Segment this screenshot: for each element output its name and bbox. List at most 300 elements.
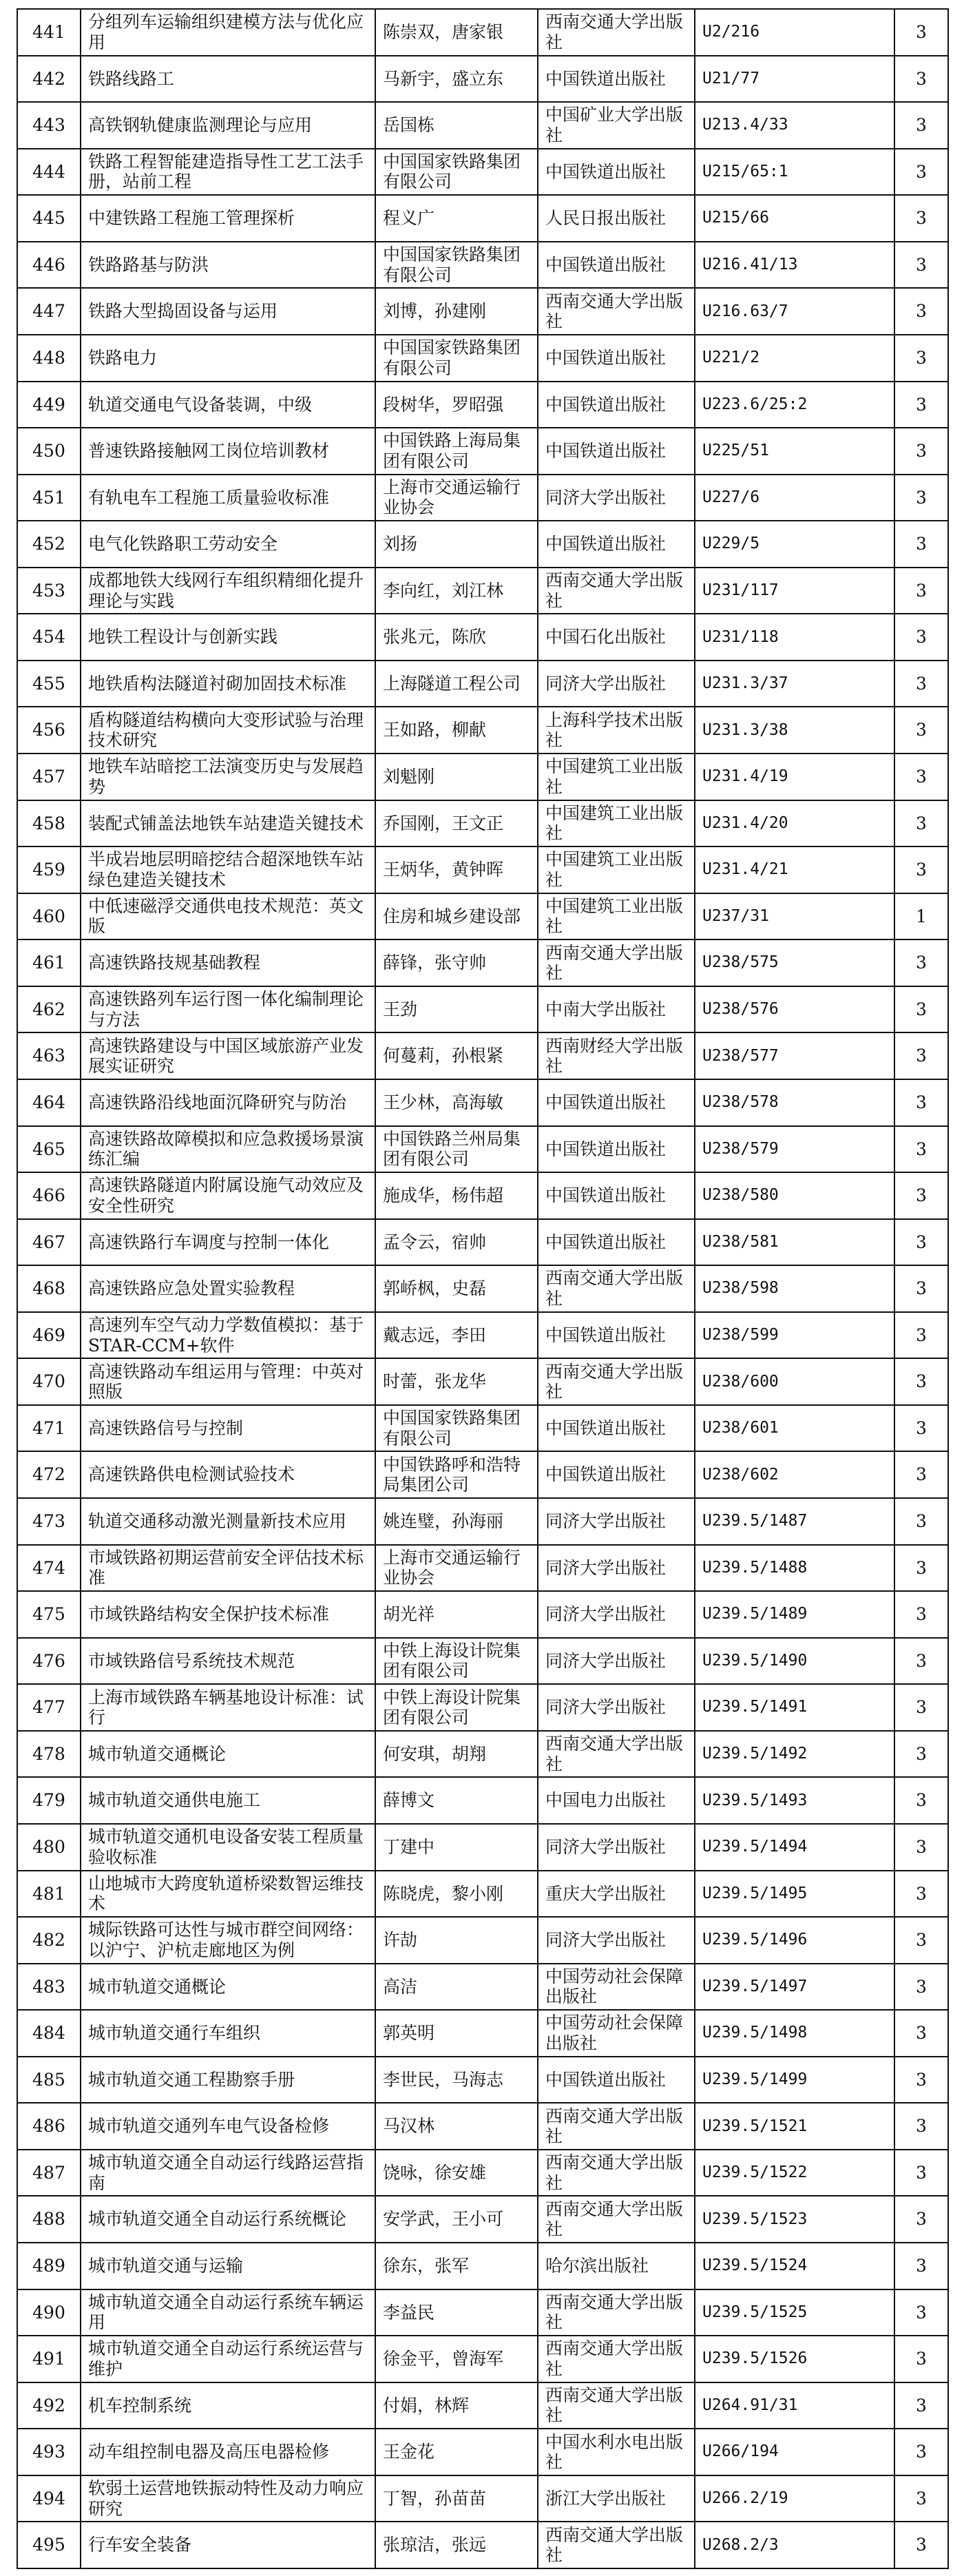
book-title: 高速铁路建设与中国区域旅游产业发展实证研究: [81, 1032, 375, 1079]
call-number: U239.5/1525: [695, 2289, 894, 2336]
copy-count: 3: [894, 1964, 948, 2011]
book-title: 城市轨道交通列车电气设备检修: [81, 2103, 375, 2150]
row-number: 455: [17, 661, 81, 707]
table-row: [17, 893, 948, 940]
table-row: [17, 1871, 948, 1918]
book-title: 城市轨道交通全自动运行线路运营指南: [81, 2150, 375, 2196]
call-number: U239.5/1488: [695, 1545, 894, 1592]
copy-count: 3: [894, 242, 948, 289]
row-number: 482: [17, 1917, 81, 1964]
call-number: U239.5/1526: [695, 2336, 894, 2382]
copy-count: 3: [894, 1777, 948, 1824]
row-number: 474: [17, 1545, 81, 1592]
row-number: 471: [17, 1405, 81, 1452]
call-number: U238/600: [695, 1358, 894, 1405]
book-title: 高速铁路沿线地面沉降研究与防治: [81, 1079, 375, 1126]
copy-count: 3: [894, 1545, 948, 1592]
book-publisher: 中国劳动社会保障出版社: [538, 1964, 695, 2011]
call-number: U229/5: [695, 521, 894, 568]
call-number: U239.5/1523: [695, 2196, 894, 2243]
call-number: U231.4/21: [695, 846, 894, 893]
book-author: 中国铁路兰州局集团有限公司: [375, 1126, 538, 1173]
book-title: 城市轨道交通机电设备安装工程质量验收标准: [81, 1824, 375, 1871]
call-number: U231.3/38: [695, 707, 894, 754]
call-number: U2/216: [695, 9, 894, 56]
book-title: 城市轨道交通行车组织: [81, 2010, 375, 2057]
book-publisher: 西南交通大学出版社: [538, 1731, 695, 1778]
book-publisher: 西南交通大学出版社: [538, 288, 695, 335]
book-author: 何蔓莉，孙根紧: [375, 1032, 538, 1079]
row-number: 480: [17, 1824, 81, 1871]
copy-count: 3: [894, 1591, 948, 1638]
book-publisher: 中国建筑工业出版社: [538, 893, 695, 940]
table-row: [17, 56, 948, 103]
book-title: 城市轨道交通供电施工: [81, 1777, 375, 1824]
book-publisher: 上海科学技术出版社: [538, 707, 695, 754]
book-publisher: 同济大学出版社: [538, 1684, 695, 1731]
table-row: [17, 2382, 948, 2429]
copy-count: 3: [894, 102, 948, 149]
row-number: 444: [17, 149, 81, 196]
book-publisher: 西南交通大学出版社: [538, 568, 695, 614]
call-number: U227/6: [695, 475, 894, 521]
book-publisher: 中国矿业大学出版社: [538, 102, 695, 149]
table-row: [17, 754, 948, 800]
row-number: 464: [17, 1079, 81, 1126]
copy-count: 3: [894, 2196, 948, 2243]
book-publisher: 同济大学出版社: [538, 661, 695, 707]
table-row: [17, 2010, 948, 2057]
book-publisher: 中国电力出版社: [538, 1777, 695, 1824]
copy-count: 3: [894, 2243, 948, 2289]
copy-count: 3: [894, 9, 948, 56]
book-publisher: 中国铁道出版社: [538, 56, 695, 103]
copy-count: 3: [894, 707, 948, 754]
copy-count: 3: [894, 1079, 948, 1126]
table-row: [17, 1126, 948, 1173]
book-title: 城际铁路可达性与城市群空间网络：以沪宁、沪杭走廊地区为例: [81, 1917, 375, 1964]
table-row: [17, 939, 948, 986]
book-title: 铁路线路工: [81, 56, 375, 103]
book-author: 李益民: [375, 2289, 538, 2336]
book-author: 何安琪，胡翔: [375, 1731, 538, 1778]
book-author: 中铁上海设计院集团有限公司: [375, 1638, 538, 1685]
row-number: 490: [17, 2289, 81, 2336]
row-number: 486: [17, 2103, 81, 2150]
book-author: 段树华，罗昭强: [375, 382, 538, 428]
call-number: U213.4/33: [695, 102, 894, 149]
table-row: [17, 2522, 948, 2568]
book-publisher: 中国铁道出版社: [538, 242, 695, 289]
table-row: [17, 1638, 948, 1685]
catalog-rows: [17, 9, 948, 2568]
table-row: [17, 102, 948, 149]
copy-count: 3: [894, 1917, 948, 1964]
copy-count: 3: [894, 149, 948, 196]
copy-count: 3: [894, 1358, 948, 1405]
call-number: U238/579: [695, 1126, 894, 1173]
copy-count: 3: [894, 1684, 948, 1731]
book-author: 饶咏，徐安雄: [375, 2150, 538, 2196]
book-title: 中低速磁浮交通供电技术规范：英文版: [81, 893, 375, 940]
book-publisher: 中南大学出版社: [538, 986, 695, 1033]
copy-count: 3: [894, 1312, 948, 1359]
book-author: 姚连璧，孙海丽: [375, 1498, 538, 1545]
row-number: 460: [17, 893, 81, 940]
book-author: 李世民，马海志: [375, 2057, 538, 2104]
book-publisher: 西南财经大学出版社: [538, 1032, 695, 1079]
book-publisher: 中国铁道出版社: [538, 382, 695, 428]
book-author: 上海隧道工程公司: [375, 661, 538, 707]
table-row: [17, 1172, 948, 1219]
row-number: 477: [17, 1684, 81, 1731]
call-number: U264.91/31: [695, 2382, 894, 2429]
call-number: U238/601: [695, 1405, 894, 1452]
table-row: [17, 614, 948, 661]
book-author: 住房和城乡建设部: [375, 893, 538, 940]
book-author: 中国铁路上海局集团有限公司: [375, 428, 538, 475]
table-row: [17, 428, 948, 475]
table-row: [17, 1545, 948, 1592]
table-row: [17, 242, 948, 289]
book-author: 王劲: [375, 986, 538, 1033]
table-row: [17, 1079, 948, 1126]
book-author: 王金花: [375, 2429, 538, 2475]
call-number: U231.4/19: [695, 754, 894, 800]
copy-count: 3: [894, 288, 948, 335]
book-publisher: 西南交通大学出版社: [538, 9, 695, 56]
table-row: [17, 986, 948, 1033]
call-number: U239.5/1492: [695, 1731, 894, 1778]
table-row: [17, 475, 948, 521]
table-row: [17, 1312, 948, 1359]
copy-count: 3: [894, 754, 948, 800]
book-publisher: 中国铁道出版社: [538, 521, 695, 568]
row-number: 469: [17, 1312, 81, 1359]
row-number: 484: [17, 2010, 81, 2057]
book-author: 李向红，刘江林: [375, 568, 538, 614]
row-number: 494: [17, 2475, 81, 2522]
copy-count: 3: [894, 2429, 948, 2475]
call-number: U238/602: [695, 1451, 894, 1498]
book-publisher: 同济大学出版社: [538, 1824, 695, 1871]
row-number: 468: [17, 1265, 81, 1312]
book-author: 丁建中: [375, 1824, 538, 1871]
book-author: 上海市交通运输行业协会: [375, 1545, 538, 1592]
book-title: 装配式铺盖法地铁车站建造关键技术: [81, 800, 375, 847]
table-row: [17, 1219, 948, 1266]
table-row: [17, 149, 948, 196]
call-number: U239.5/1524: [695, 2243, 894, 2289]
copy-count: 3: [894, 1126, 948, 1173]
table-row: [17, 1498, 948, 1545]
book-author: 上海市交通运输行业协会: [375, 475, 538, 521]
call-number: U238/599: [695, 1312, 894, 1359]
row-number: 495: [17, 2522, 81, 2568]
call-number: U238/580: [695, 1172, 894, 1219]
call-number: U215/65:1: [695, 149, 894, 196]
call-number: U231.3/37: [695, 661, 894, 707]
book-author: 丁智，孙苗苗: [375, 2475, 538, 2522]
row-number: 481: [17, 1871, 81, 1918]
book-title: 市域铁路初期运营前安全评估技术标准: [81, 1545, 375, 1592]
book-publisher: 西南交通大学出版社: [538, 1265, 695, 1312]
copy-count: 3: [894, 521, 948, 568]
copy-count: 3: [894, 2289, 948, 2336]
call-number: U266/194: [695, 2429, 894, 2475]
copy-count: 1: [894, 893, 948, 940]
book-author: 陈晓虎，黎小刚: [375, 1871, 538, 1918]
row-number: 491: [17, 2336, 81, 2382]
book-author: 中国国家铁路集团有限公司: [375, 149, 538, 196]
book-title: 铁路大型捣固设备与运用: [81, 288, 375, 335]
call-number: U239.5/1522: [695, 2150, 894, 2196]
book-title: 普速铁路接触网工岗位培训教材: [81, 428, 375, 475]
book-author: 戴志远，李田: [375, 1312, 538, 1359]
table-row: [17, 2336, 948, 2382]
book-publisher: 中国铁道出版社: [538, 1079, 695, 1126]
book-author: 张兆元，陈欣: [375, 614, 538, 661]
call-number: U231.4/20: [695, 800, 894, 847]
row-number: 473: [17, 1498, 81, 1545]
book-title: 高速铁路隧道内附属设施气动效应及安全性研究: [81, 1172, 375, 1219]
row-number: 453: [17, 568, 81, 614]
call-number: U266.2/19: [695, 2475, 894, 2522]
table-row: [17, 1824, 948, 1871]
table-row: [17, 1451, 948, 1498]
table-row: [17, 2289, 948, 2336]
table-row: [17, 521, 948, 568]
table-row: [17, 382, 948, 428]
copy-count: 3: [894, 2475, 948, 2522]
row-number: 489: [17, 2243, 81, 2289]
book-publisher: 同济大学出版社: [538, 1545, 695, 1592]
table-row: [17, 707, 948, 754]
call-number: U238/598: [695, 1265, 894, 1312]
row-number: 451: [17, 475, 81, 521]
book-author: 刘魁刚: [375, 754, 538, 800]
table-row: [17, 2103, 948, 2150]
book-publisher: 中国铁道出版社: [538, 1126, 695, 1173]
book-title: 电气化铁路职工劳动安全: [81, 521, 375, 568]
book-author: 中铁上海设计院集团有限公司: [375, 1684, 538, 1731]
book-title: 高速铁路技规基础教程: [81, 939, 375, 986]
book-publisher: 人民日报出版社: [538, 195, 695, 242]
book-publisher: 西南交通大学出版社: [538, 2289, 695, 2336]
book-title: 铁路电力: [81, 335, 375, 382]
copy-count: 3: [894, 56, 948, 103]
book-author: 付娟，林辉: [375, 2382, 538, 2429]
table-row: [17, 800, 948, 847]
book-publisher: 浙江大学出版社: [538, 2475, 695, 2522]
copy-count: 3: [894, 568, 948, 614]
book-title: 半成岩地层明暗挖结合超深地铁车站绿色建造关键技术: [81, 846, 375, 893]
row-number: 493: [17, 2429, 81, 2475]
book-author: 施成华，杨伟超: [375, 1172, 538, 1219]
book-publisher: 中国铁道出版社: [538, 1172, 695, 1219]
book-author: 张琼洁，张远: [375, 2522, 538, 2568]
call-number: U239.5/1495: [695, 1871, 894, 1918]
book-title: 高速铁路供电检测试验技术: [81, 1451, 375, 1498]
row-number: 466: [17, 1172, 81, 1219]
call-number: U216.63/7: [695, 288, 894, 335]
book-author: 高洁: [375, 1964, 538, 2011]
table-row: [17, 2196, 948, 2243]
book-publisher: 同济大学出版社: [538, 1917, 695, 1964]
book-author: 薛锋，张守帅: [375, 939, 538, 986]
table-row: [17, 335, 948, 382]
table-row: [17, 1917, 948, 1964]
book-author: 王炳华，黄钟晖: [375, 846, 538, 893]
book-author: 马新宇，盛立东: [375, 56, 538, 103]
book-author: 郭英明: [375, 2010, 538, 2057]
row-number: 475: [17, 1591, 81, 1638]
table-row: [17, 195, 948, 242]
book-author: 郭峤枫，史磊: [375, 1265, 538, 1312]
table-row: [17, 1777, 948, 1824]
book-publisher: 西南交通大学出版社: [538, 2150, 695, 2196]
row-number: 448: [17, 335, 81, 382]
book-author: 薛博文: [375, 1777, 538, 1824]
row-number: 467: [17, 1219, 81, 1266]
row-number: 479: [17, 1777, 81, 1824]
copy-count: 3: [894, 2103, 948, 2150]
call-number: U216.41/13: [695, 242, 894, 289]
table-row: [17, 661, 948, 707]
book-title: 铁路路基与防洪: [81, 242, 375, 289]
table-row: [17, 568, 948, 614]
row-number: 445: [17, 195, 81, 242]
row-number: 462: [17, 986, 81, 1033]
row-number: 472: [17, 1451, 81, 1498]
book-publisher: 重庆大学出版社: [538, 1871, 695, 1918]
table-row: [17, 2150, 948, 2196]
copy-count: 3: [894, 939, 948, 986]
copy-count: 3: [894, 1871, 948, 1918]
book-title: 上海市域铁路车辆基地设计标准：试行: [81, 1684, 375, 1731]
book-title: 中建铁路工程施工管理探析: [81, 195, 375, 242]
book-author: 中国铁路呼和浩特局集团公司: [375, 1451, 538, 1498]
book-title: 市域铁路信号系统技术规范: [81, 1638, 375, 1685]
row-number: 461: [17, 939, 81, 986]
call-number: U221/2: [695, 335, 894, 382]
book-publisher: 西南交通大学出版社: [538, 2103, 695, 2150]
book-title: 行车安全装备: [81, 2522, 375, 2568]
copy-count: 3: [894, 2057, 948, 2104]
copy-count: 3: [894, 195, 948, 242]
row-number: 443: [17, 102, 81, 149]
table-row: [17, 288, 948, 335]
call-number: U239.5/1487: [695, 1498, 894, 1545]
call-number: U239.5/1494: [695, 1824, 894, 1871]
book-title: 铁路工程智能建造指导性工艺工法手册，站前工程: [81, 149, 375, 196]
book-title: 软弱土运营地铁振动特性及动力响应研究: [81, 2475, 375, 2522]
copy-count: 3: [894, 1172, 948, 1219]
call-number: U238/578: [695, 1079, 894, 1126]
copy-count: 3: [894, 335, 948, 382]
call-number: U239.5/1496: [695, 1917, 894, 1964]
book-title: 机车控制系统: [81, 2382, 375, 2429]
copy-count: 3: [894, 2336, 948, 2382]
table-row: [17, 2429, 948, 2475]
call-number: U238/576: [695, 986, 894, 1033]
book-title: 高速铁路动车组运用与管理：中英对照版: [81, 1358, 375, 1405]
copy-count: 3: [894, 1638, 948, 1685]
book-author: 孟令云，宿帅: [375, 1219, 538, 1266]
book-author: 岳国栋: [375, 102, 538, 149]
book-publisher: 同济大学出版社: [538, 1498, 695, 1545]
copy-count: 3: [894, 1451, 948, 1498]
table-row: [17, 1032, 948, 1079]
copy-count: 3: [894, 1405, 948, 1452]
book-author: 徐东，张军: [375, 2243, 538, 2289]
book-publisher: 中国石化出版社: [538, 614, 695, 661]
book-title: 城市轨道交通全自动运行系统概论: [81, 2196, 375, 2243]
table-row: [17, 1731, 948, 1778]
call-number: U238/581: [695, 1219, 894, 1266]
row-number: 459: [17, 846, 81, 893]
book-title: 地铁车站暗挖工法演变历史与发展趋势: [81, 754, 375, 800]
row-number: 450: [17, 428, 81, 475]
call-number: U231/117: [695, 568, 894, 614]
row-number: 456: [17, 707, 81, 754]
call-number: U238/577: [695, 1032, 894, 1079]
book-publisher: 西南交通大学出版社: [538, 2196, 695, 2243]
book-publisher: 中国铁道出版社: [538, 149, 695, 196]
table-row: [17, 1358, 948, 1405]
copy-count: 3: [894, 428, 948, 475]
book-publisher: 西南交通大学出版社: [538, 2336, 695, 2382]
book-title: 成都地铁大线网行车组织精细化提升理论与实践: [81, 568, 375, 614]
table-row: [17, 846, 948, 893]
call-number: U231/118: [695, 614, 894, 661]
book-author: 乔国刚，王文正: [375, 800, 538, 847]
copy-count: 3: [894, 846, 948, 893]
book-author: 徐金平，曾海军: [375, 2336, 538, 2382]
book-publisher: 中国铁道出版社: [538, 1312, 695, 1359]
book-publisher: 中国建筑工业出版社: [538, 846, 695, 893]
book-title: 高速列车空气动力学数值模拟：基于STAR-CCM+软件: [81, 1312, 375, 1359]
row-number: 452: [17, 521, 81, 568]
row-number: 492: [17, 2382, 81, 2429]
table-row: [17, 2243, 948, 2289]
copy-count: 3: [894, 2522, 948, 2568]
book-publisher: 中国水利水电出版社: [538, 2429, 695, 2475]
book-publisher: 同济大学出版社: [538, 1638, 695, 1685]
copy-count: 3: [894, 1731, 948, 1778]
book-author: 中国国家铁路集团有限公司: [375, 335, 538, 382]
copy-count: 3: [894, 1265, 948, 1312]
book-title: 高速铁路信号与控制: [81, 1405, 375, 1452]
book-title: 高速铁路行车调度与控制一体化: [81, 1219, 375, 1266]
row-number: 442: [17, 56, 81, 103]
book-title: 盾构隧道结构横向大变形试验与治理技术研究: [81, 707, 375, 754]
book-title: 山地城市大跨度轨道桥梁数智运维技术: [81, 1871, 375, 1918]
call-number: U268.2/3: [695, 2522, 894, 2568]
book-title: 高速铁路故障模拟和应急救援场景演练汇编: [81, 1126, 375, 1173]
book-publisher: 中国劳动社会保障出版社: [538, 2010, 695, 2057]
book-title: 城市轨道交通全自动运行系统车辆运用: [81, 2289, 375, 2336]
book-title: 高速铁路列车运行图一体化编制理论与方法: [81, 986, 375, 1033]
table-row: [17, 1964, 948, 2011]
row-number: 485: [17, 2057, 81, 2104]
book-title: 市域铁路结构安全保护技术标准: [81, 1591, 375, 1638]
row-number: 447: [17, 288, 81, 335]
copy-count: 3: [894, 1032, 948, 1079]
book-title: 有轨电车工程施工质量验收标准: [81, 475, 375, 521]
book-author: 马汉林: [375, 2103, 538, 2150]
book-author: 中国国家铁路集团有限公司: [375, 242, 538, 289]
